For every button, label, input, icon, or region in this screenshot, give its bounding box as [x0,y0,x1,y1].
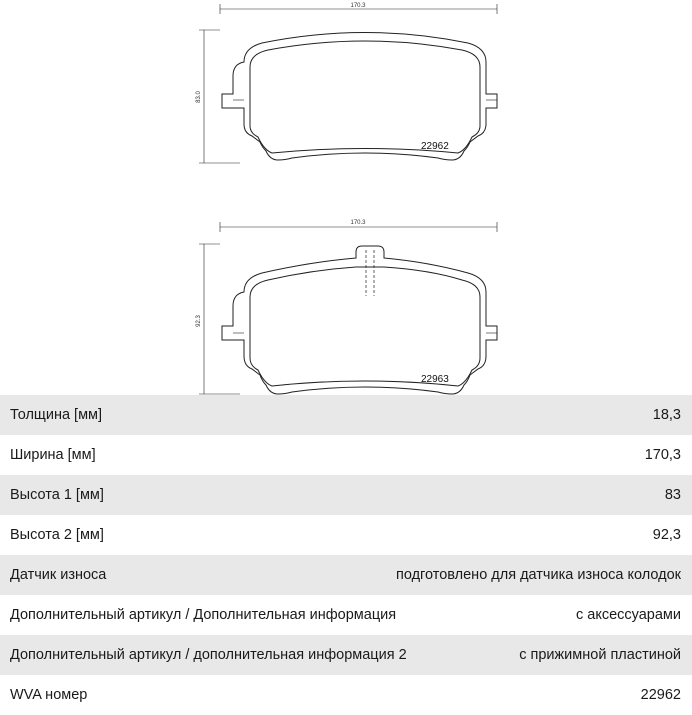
spec-label: Высота 2 [мм] [10,527,104,543]
spec-row-additional-info-2 [0,635,692,675]
spec-label: Высота 1 [мм] [10,487,104,503]
spec-row-thickness [0,395,692,435]
spec-row-wear-sensor [0,555,692,595]
spec-label: Дополнительный артикул / дополнительная информация 2 [10,647,407,663]
brake-pad-drawing-1 [199,4,497,163]
spec-row-wva-number [0,675,692,715]
brake-pad-drawing-2 [199,222,497,394]
spec-value: с прижимной пластиной [519,647,681,663]
spec-value: подготовлено для датчика износа колодок [395,567,681,583]
width-dimension-label-2: 170.3 [350,220,366,226]
spec-label: Датчик износа [10,567,107,583]
width-dimension-label-1: 170.3 [350,3,366,9]
spec-label: Дополнительный артикул / Дополнительная информация [10,607,397,623]
spec-value: с аксессуарами [575,607,681,623]
spec-value: 83 [664,487,681,503]
spec-row-height-2 [0,515,692,555]
spec-row-additional-info [0,595,692,635]
spec-label: Ширина [мм] [10,447,96,463]
spec-value: 22962 [640,687,681,703]
spec-value: 18,3 [652,407,681,423]
spec-value: 92,3 [652,527,681,543]
spec-row-width [0,435,692,475]
specifications-table [0,395,692,715]
part-number-label-1: 22962 [421,141,449,152]
spec-label: Толщина [мм] [10,407,103,423]
height-dimension-label-2: 92.3 [196,315,202,327]
spec-value: 170,3 [644,447,681,463]
spec-row-height-1 [0,475,692,515]
spec-label: WVA номер [10,687,88,703]
height-dimension-label-1: 83.0 [196,91,202,103]
part-number-label-2: 22963 [421,374,449,385]
